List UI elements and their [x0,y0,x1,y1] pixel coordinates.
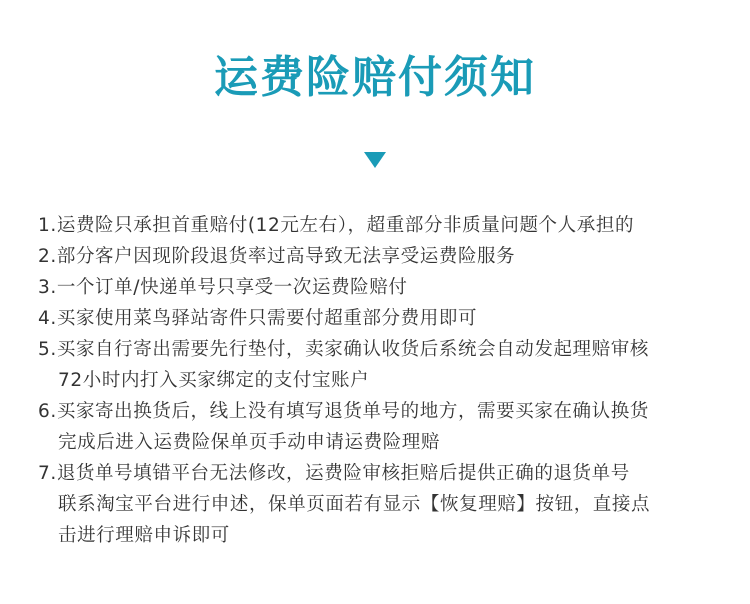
list-item-line: 7.退货单号填错平台无法修改，运费险审核拒赔后提供正确的退货单号 [38,463,630,484]
list-item-line: 2.部分客户因现阶段退货率过高导致无法享受运费险服务 [38,246,516,267]
page-title: 运费险赔付须知 [214,52,536,103]
list-item-line: 72小时内打入买家绑定的支付宝账户 [58,370,370,391]
list-item [38,303,728,334]
list-item-line: 击进行理赔申诉即可 [58,525,230,546]
list-item-line: 4.买家使用菜鸟驿站寄件只需要付超重部分费用即可 [38,308,478,329]
list-item [38,272,728,303]
down-triangle-icon [364,152,386,168]
list-item-line: 3.一个订单/快递单号只享受一次运费险赔付 [38,277,408,298]
list-item [38,458,728,551]
list-item [38,334,728,396]
notice-list [38,210,728,551]
list-item-line: 完成后进入运费险保单页手动申请运费险理赔 [58,432,441,453]
list-item [38,210,728,241]
list-item-line: 5.买家自行寄出需要先行垫付，卖家确认收货后系统会自动发起理赔审核 [38,339,649,360]
list-item [38,396,728,458]
list-item-line: 联系淘宝平台进行申述，保单页面若有显示【恢复理赔】按钮，直接点 [58,494,651,515]
list-item-line: 6.买家寄出换货后，线上没有填写退货单号的地方，需要买家在确认换货 [38,401,649,422]
list-item-line: 1.运费险只承担首重赔付(12元左右），超重部分非质量问题个人承担的 [38,215,635,236]
list-item [38,241,728,272]
